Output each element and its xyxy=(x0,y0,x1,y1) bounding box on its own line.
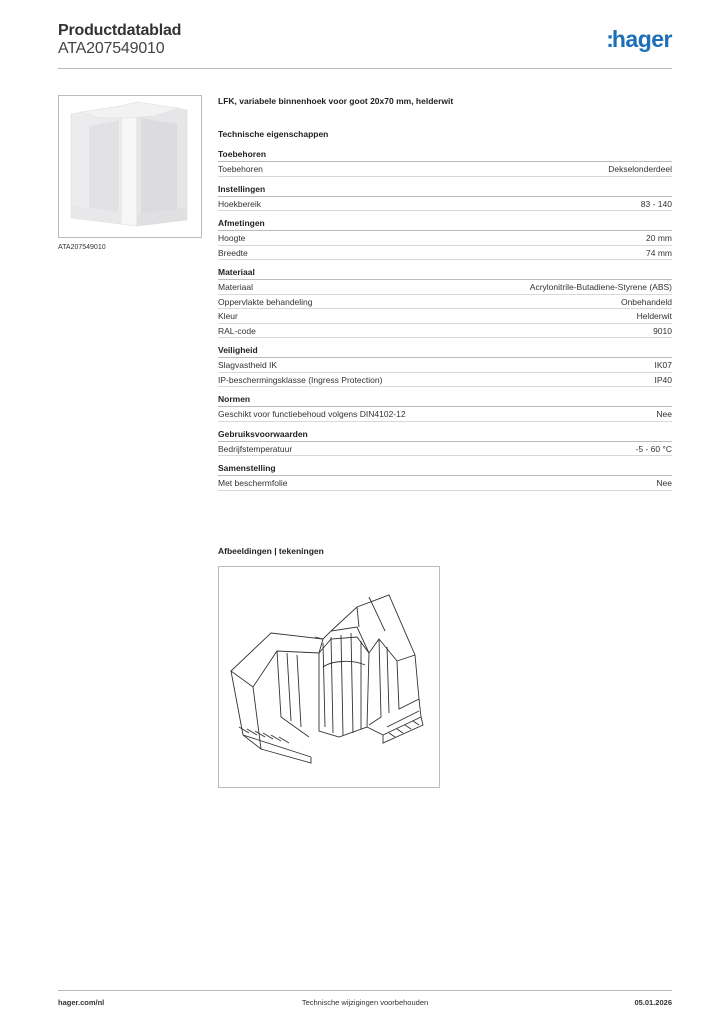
spec-label: Met beschermfolie xyxy=(218,478,288,488)
page-header xyxy=(58,20,672,70)
spec-value: 20 mm xyxy=(646,233,672,243)
article-number: ATA207549010 xyxy=(58,40,165,57)
spec-value: 9010 xyxy=(653,325,672,336)
spec-label: RAL-code xyxy=(218,325,256,336)
section-heading: Instellingen xyxy=(218,183,672,197)
section-heading: Veiligheid xyxy=(218,344,672,358)
technical-drawing-illustration xyxy=(219,567,439,787)
document-title: Productdatablad xyxy=(58,22,182,39)
spec-value: Helderwit xyxy=(636,311,672,321)
hager-logo: :hager xyxy=(606,26,672,52)
section-heading: Toebehoren xyxy=(218,148,672,162)
spec-label: Hoekbereik xyxy=(218,198,261,209)
footer-date: 05.01.2026 xyxy=(634,998,672,1007)
spec-row xyxy=(218,246,672,261)
section-afmetingen xyxy=(218,217,672,260)
section-heading: Samenstelling xyxy=(218,462,672,476)
spec-value: 83 - 140 xyxy=(640,198,672,209)
spec-value: Dekselonderdeel xyxy=(608,164,672,174)
spec-label: Toebehoren xyxy=(218,164,263,174)
spec-label: IP-beschermingsklasse (Ingress Protection) xyxy=(218,374,383,385)
spec-label: Breedte xyxy=(218,247,248,258)
spec-label: Oppervlakte behandeling xyxy=(218,296,313,307)
header-divider xyxy=(58,68,672,69)
spec-label: Bedrijfstemperatuur xyxy=(218,443,293,454)
section-normen xyxy=(218,393,672,422)
spec-row xyxy=(218,373,672,388)
product-photo-illustration xyxy=(59,96,201,237)
technical-properties-heading: Technische eigenschappen xyxy=(218,129,329,139)
photo-caption: ATA207549010 xyxy=(58,244,106,251)
spec-label: Kleur xyxy=(218,311,238,321)
footer-disclaimer: Technische wijzigingen voorbehouden xyxy=(301,998,429,1007)
spec-row xyxy=(218,407,672,422)
spec-value: Acrylonitrile-Butadiene-Styrene (ABS) xyxy=(529,282,672,292)
spec-value: Nee xyxy=(656,409,672,419)
spec-row xyxy=(218,309,672,324)
section-heading: Materiaal xyxy=(218,266,672,280)
spec-row xyxy=(218,231,672,246)
spec-value: Nee xyxy=(656,478,672,488)
section-gebruiksvoorwaarden xyxy=(218,428,672,457)
product-specifications xyxy=(218,96,672,497)
spec-value: -5 - 60 °C xyxy=(635,443,672,454)
section-instellingen xyxy=(218,183,672,212)
spec-label: Geschikt voor functiebehoud volgens DIN4102-12 xyxy=(218,409,406,419)
section-samenstelling xyxy=(218,462,672,491)
spec-label: Slagvastheid IK xyxy=(218,360,278,370)
spec-row xyxy=(218,295,672,310)
spec-value: IP40 xyxy=(654,374,672,385)
spec-value: 74 mm xyxy=(646,247,672,258)
spec-row xyxy=(218,324,672,339)
spec-value: IK07 xyxy=(654,360,672,370)
footer-divider xyxy=(58,990,672,991)
section-heading: Normen xyxy=(218,393,672,407)
product-photo xyxy=(58,95,202,238)
spec-label: Hoogte xyxy=(218,233,246,243)
drawings-heading: Afbeeldingen | tekeningen xyxy=(218,546,324,556)
spec-row xyxy=(218,476,672,491)
technical-drawing xyxy=(218,566,440,788)
spec-value: Onbehandeld xyxy=(620,296,672,307)
spec-row xyxy=(218,197,672,212)
section-heading: Gebruiksvoorwaarden xyxy=(218,428,672,442)
spec-row xyxy=(218,280,672,295)
section-materiaal xyxy=(218,266,672,338)
page-footer xyxy=(58,998,672,1012)
section-toebehoren xyxy=(218,148,672,177)
logo-text: hager xyxy=(611,26,672,52)
product-title: LFK, variabele binnenhoek voor goot 20x70 mm, helderwit xyxy=(218,96,454,106)
footer-website[interactable]: hager.com/nl xyxy=(58,998,105,1007)
section-heading: Afmetingen xyxy=(218,217,672,231)
spec-row xyxy=(218,358,672,373)
spec-row xyxy=(218,162,672,177)
section-veiligheid xyxy=(218,344,672,387)
spec-row xyxy=(218,442,672,457)
spec-label: Materiaal xyxy=(218,282,253,292)
